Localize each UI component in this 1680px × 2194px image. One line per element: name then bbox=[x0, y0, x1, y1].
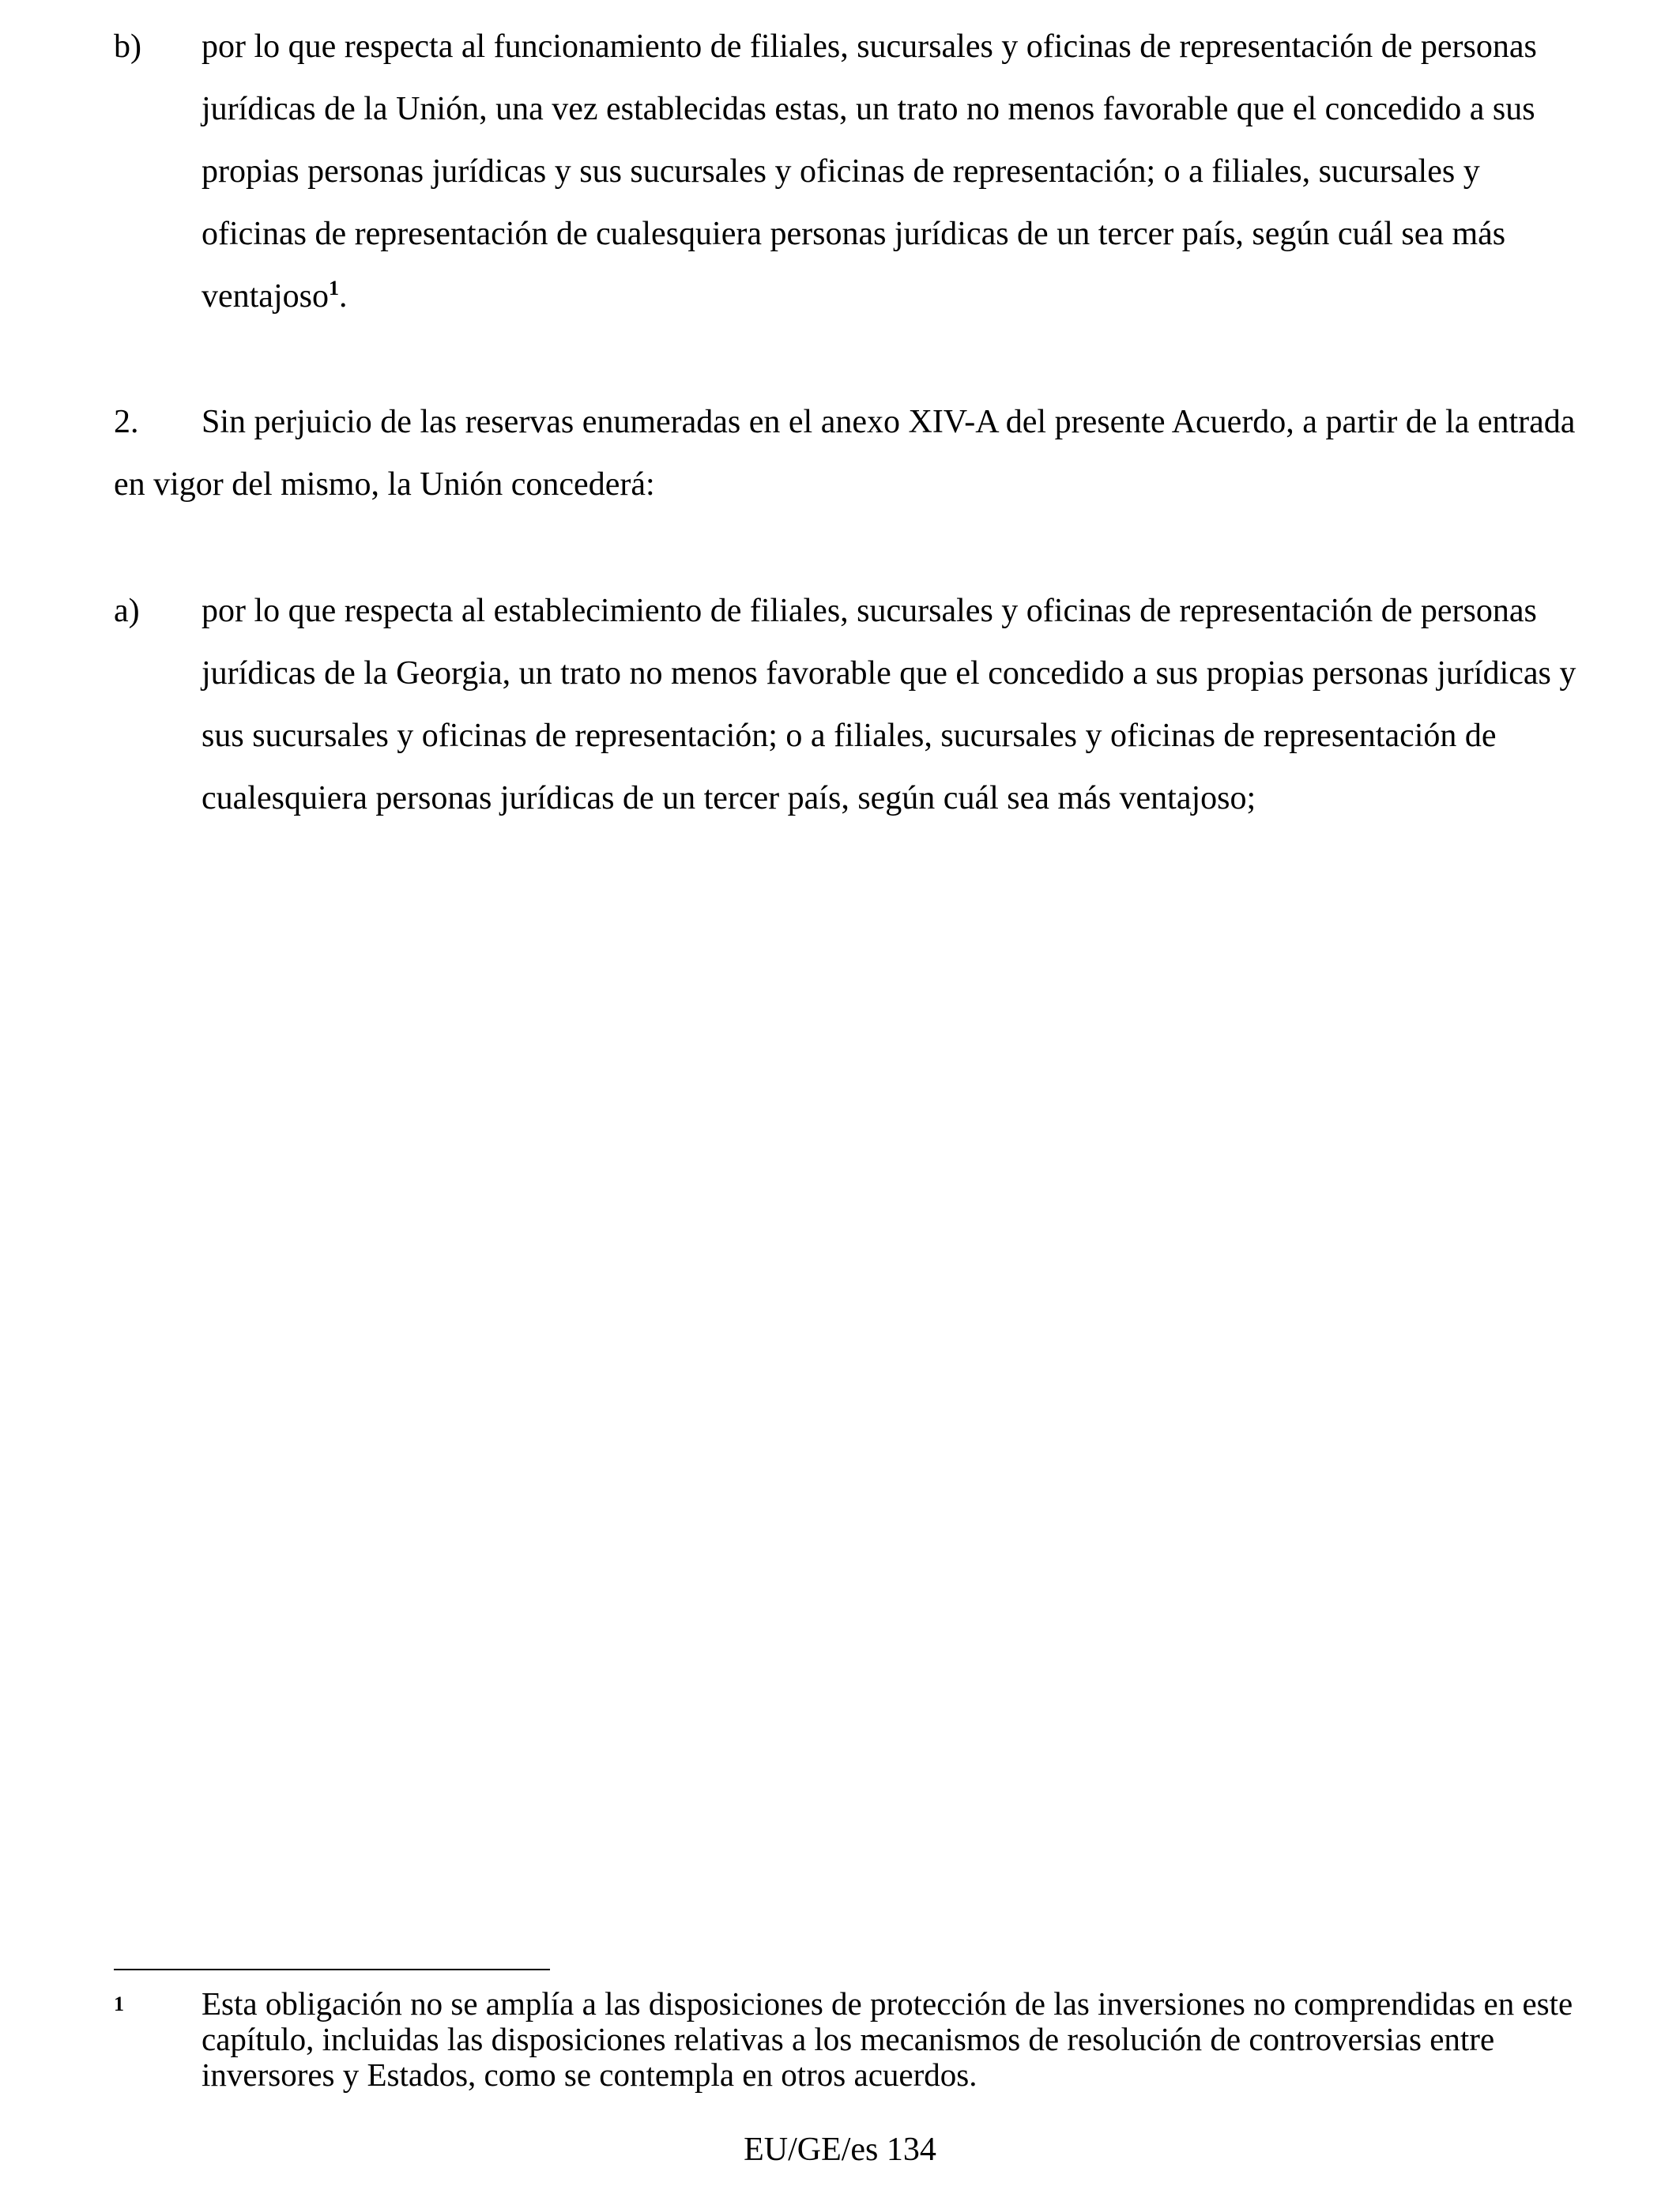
page-number: EU/GE/es 134 bbox=[744, 2132, 936, 2168]
footnote bbox=[114, 1986, 1579, 2093]
list-item-a bbox=[114, 580, 1579, 830]
list-marker-a: a) bbox=[114, 593, 140, 629]
list-item-a-text: por lo que respecta al establecimiento de filiales, sucursales y oficinas de representación de personas jurídicas de la Georgia, un trato no menos favorable que el concedido a sus propias personas jurídicas y sus sucursales y oficinas de representación; o a filiales, sucursales y oficinas de representación de cualesquiera personas jurídicas de un tercer país, según cuál sea más ventajoso; bbox=[202, 593, 1576, 816]
paragraph-2-text: Sin perjuicio de las reservas enumeradas en el anexo XIV-A del presente Acuerdo, a partir de la entrada en vigor del mismo, la Unión concederá: bbox=[114, 404, 1576, 503]
footnote-mark: 1 bbox=[114, 1992, 124, 2015]
paragraph-2 bbox=[114, 391, 1579, 516]
footnote-separator bbox=[114, 1969, 550, 1970]
list-item-b bbox=[114, 16, 1579, 328]
list-item-b-text bbox=[202, 16, 1579, 328]
list-item-b-end: . bbox=[338, 278, 348, 315]
list-marker-b: b) bbox=[114, 28, 141, 65]
footnote-text: Esta obligación no se amplía a las disposiciones de protección de las inversiones no comprendidas en este capítulo, incluidas las disposiciones relativas a los mecanismos de resolución de controversias entre inversores y Estados, como se contempla en otros acuerdos. bbox=[202, 1985, 1573, 2093]
list-item-b-body: por lo que respecta al funcionamiento de filiales, sucursales y oficinas de representación de personas jurídicas de la Unión, una vez establecidas estas, un trato no menos favorable que el concedido a sus propias personas jurídicas y sus sucursales y oficinas de representación; o a filiales, sucursales y oficinas de representación de cualesquiera personas jurídicas de un tercer país, según cuál sea más ventajoso bbox=[202, 28, 1537, 315]
paragraph-number: 2. bbox=[114, 404, 139, 440]
footnote-reference[interactable]: 1 bbox=[328, 277, 339, 300]
